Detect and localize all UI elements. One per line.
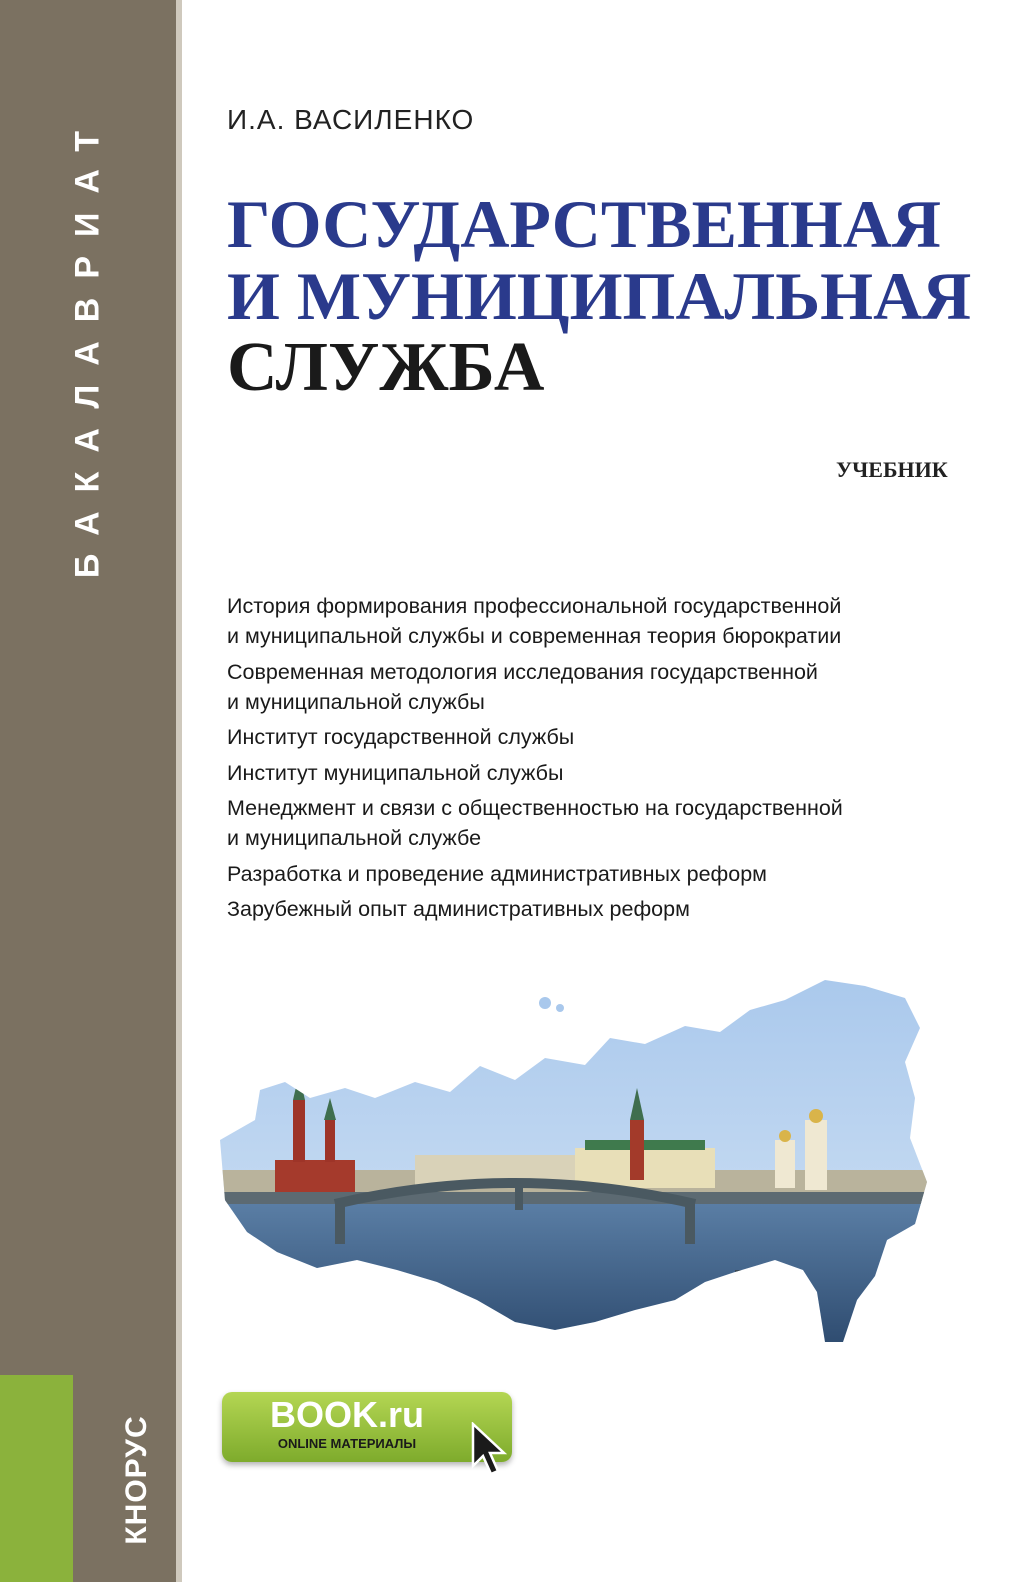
title-line-3: СЛУЖБА <box>227 329 545 406</box>
russia-map-moscow-kremlin-image <box>215 970 930 1350</box>
cta-title: BOOK.ru <box>269 1394 424 1435</box>
contents-list <box>227 591 987 930</box>
publisher-label: КНОРУС <box>120 1415 153 1545</box>
publisher-band <box>0 1375 73 1582</box>
series-label: БАКАЛАВРИАТ <box>68 111 107 579</box>
contents-item: Современная методология исследования государственной и муниципальной службы <box>227 659 818 714</box>
contents-item: Менеджмент и связи с общественностью на государственной и муниципальной службе <box>227 796 843 850</box>
document-type: УЧЕБНИК <box>836 457 948 482</box>
contents-item: Институт государственной службы <box>227 725 575 749</box>
author-name: И.А. ВАСИЛЕНКО <box>227 104 475 135</box>
title-line-2: И МУНИЦИПАЛЬНАЯ <box>227 258 972 334</box>
book-ru-online-button[interactable] <box>222 1392 512 1462</box>
spine-edge <box>176 0 182 1582</box>
title-line-1: ГОСУДАРСТВЕННАЯ <box>227 186 941 262</box>
contents-item: Зарубежный опыт административных реформ <box>227 897 690 921</box>
book-title <box>227 188 971 404</box>
mouse-pointer-icon <box>470 1422 510 1478</box>
contents-item: История формирования профессиональной государственной и муниципальной службы и современная теория бюрократии <box>227 594 842 648</box>
contents-item: Разработка и проведение административных реформ <box>227 861 767 886</box>
cta-subtitle: ONLINE МАТЕРИАЛЫ <box>277 1436 417 1451</box>
contents-item: Институт муниципальной службы <box>227 760 564 785</box>
